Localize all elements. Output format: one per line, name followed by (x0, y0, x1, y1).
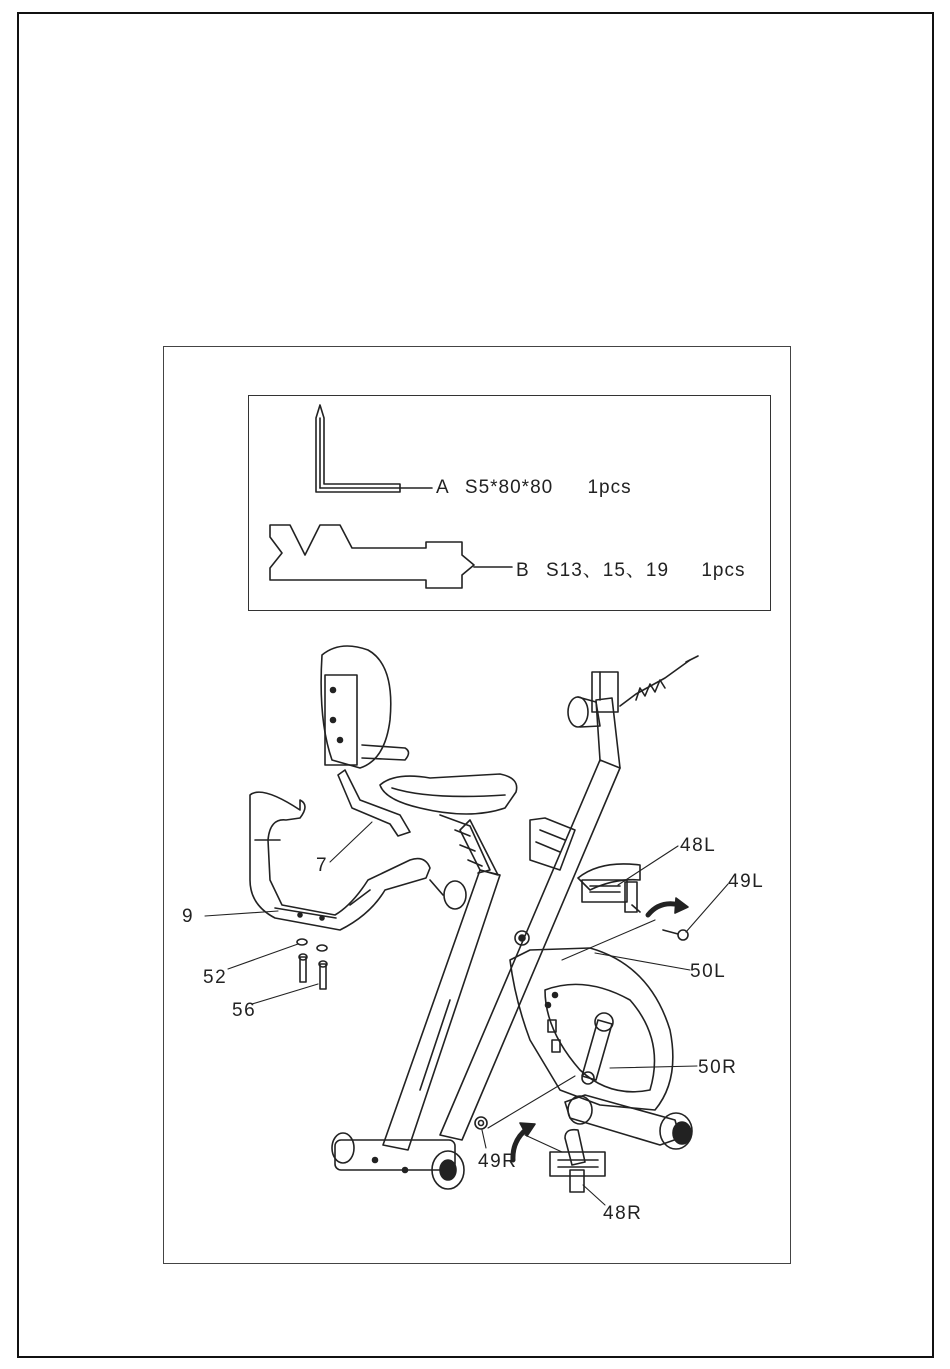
right-pedal-icon (550, 1130, 605, 1192)
wrench-qty: 1pcs (701, 560, 746, 581)
handlebar-bracket-icon (530, 818, 575, 870)
left-pedal-icon (578, 864, 640, 912)
crank-arm-icon (582, 1013, 613, 1084)
part-label-49L: 49L (728, 871, 765, 892)
wrench-icon (270, 525, 512, 588)
allen-key-spec: S5*80*80 (464, 477, 554, 498)
wrench-letter: B (516, 560, 530, 581)
part-label-50R: 50R (698, 1057, 738, 1078)
flywheel-cover-icon (510, 948, 673, 1110)
sensor-cable-icon (620, 656, 698, 706)
rear-stabilizer-icon (565, 1095, 692, 1149)
handlebar-icon (250, 792, 430, 930)
part-label-7: 7 (316, 855, 329, 876)
part-label-52: 52 (203, 967, 228, 988)
washers-and-bolts-icon (297, 939, 327, 989)
part-label-49R: 49R (478, 1151, 518, 1172)
part-label-9: 9 (182, 906, 195, 927)
wrench-spec: S13、15、19 (545, 560, 670, 581)
allen-key-letter: A (436, 477, 449, 498)
part-label-50L: 50L (690, 961, 727, 982)
part-label-48R: 48R (603, 1203, 643, 1224)
allen-key-qty: 1pcs (587, 477, 632, 498)
allen-key-icon (316, 405, 432, 492)
backrest-icon (321, 646, 408, 768)
part-label-48L: 48L (680, 835, 717, 856)
leader-lines (205, 822, 728, 1205)
rotate-arrow-left-icon (648, 898, 688, 915)
wrench-label (516, 561, 745, 580)
frame-tubes-icon (383, 672, 620, 1150)
allen-key-label (436, 478, 632, 497)
left-pedal-nut-icon (663, 930, 688, 940)
part-label-56: 56 (232, 1000, 257, 1021)
front-stabilizer-icon (332, 1133, 464, 1189)
right-pedal-nut-icon (475, 1117, 487, 1129)
seat-icon (380, 774, 517, 814)
seat-post-icon (338, 770, 490, 909)
